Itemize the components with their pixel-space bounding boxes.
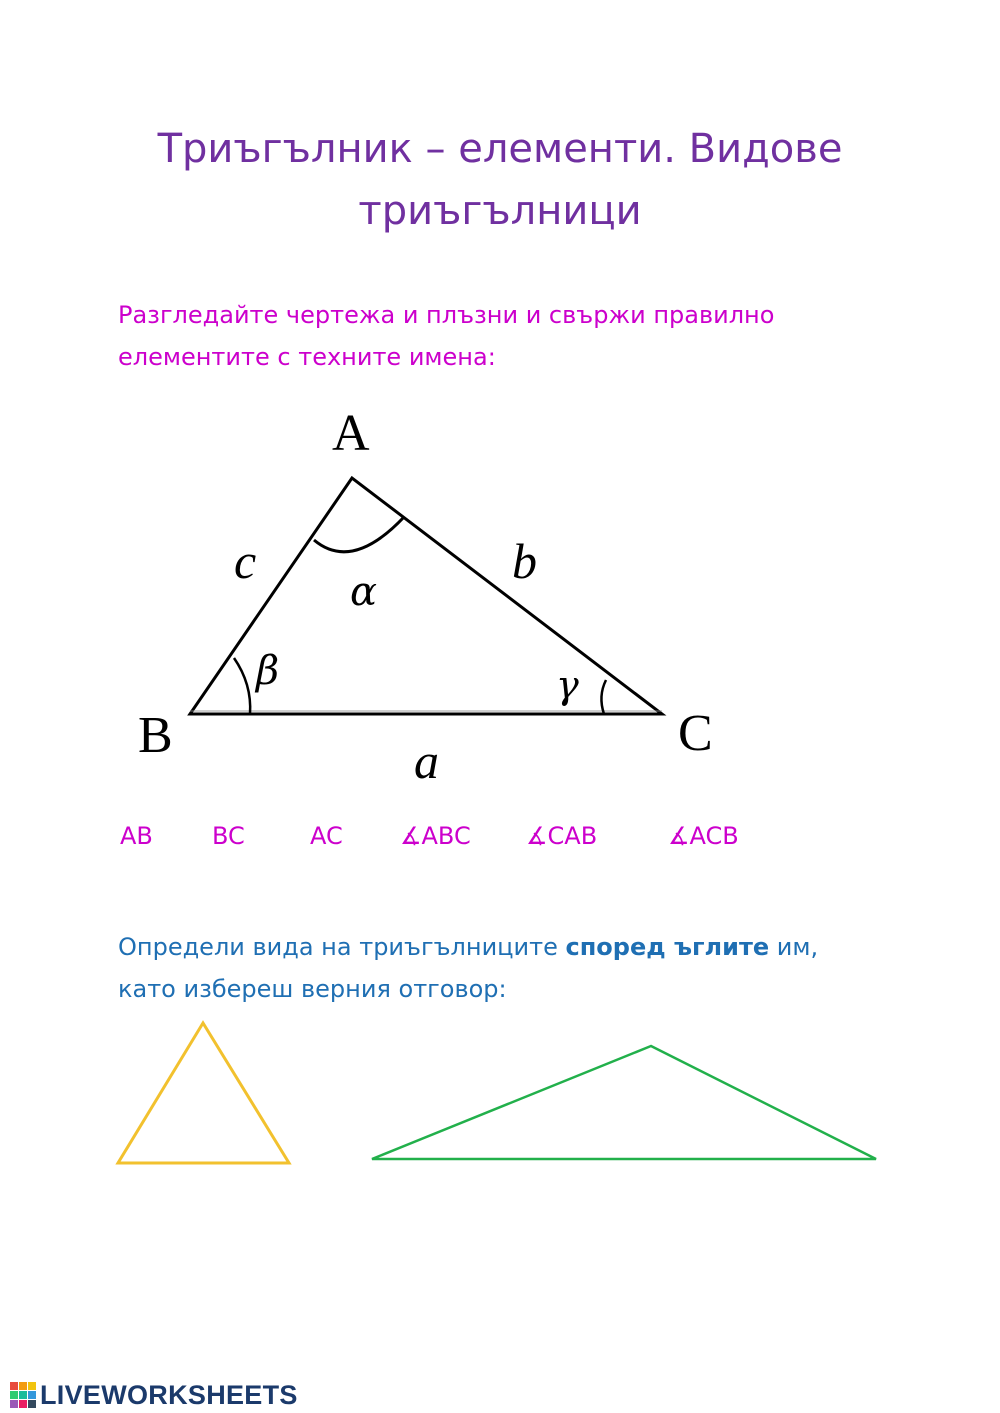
instruction-classify-part-1: Определи вида на триъгълниците xyxy=(118,933,566,961)
instruction-classify-line-1 xyxy=(118,926,878,968)
instruction-classify xyxy=(118,926,878,1010)
title-line-1: Триъгълник – елементи. Видове xyxy=(157,126,843,172)
logo-text: LIVEWORKSHEETS xyxy=(40,1379,298,1410)
label-bc[interactable]: BC xyxy=(212,822,245,850)
angle-alpha-arc xyxy=(314,517,404,552)
angle-alpha-label: α xyxy=(350,569,378,615)
vertex-b-label: B xyxy=(138,707,173,764)
label-ab[interactable]: AB xyxy=(120,822,153,850)
label-angle-abc[interactable]: ∡ABC xyxy=(400,822,471,850)
angle-beta-arc xyxy=(234,658,250,714)
draggable-labels xyxy=(0,822,1000,858)
yellow-triangle xyxy=(118,1023,289,1163)
vertex-c-label: C xyxy=(678,705,713,762)
triangle-diagram xyxy=(138,405,713,789)
side-c-label: c xyxy=(234,533,257,589)
vertex-a-label: A xyxy=(332,405,370,462)
label-ac[interactable]: AC xyxy=(310,822,343,850)
instruction-classify-line-2: като избереш верния отговор: xyxy=(118,975,507,1003)
angle-beta-label: β xyxy=(256,648,280,694)
instruction-matching-line-2: елементите с техните имена: xyxy=(118,343,496,371)
angle-gamma-label: γ xyxy=(556,663,579,707)
label-angle-cab[interactable]: ∡CAB xyxy=(526,822,598,850)
green-triangle xyxy=(372,1046,876,1159)
instruction-classify-part-2: им, xyxy=(769,933,819,961)
side-b-label: b xyxy=(512,533,537,589)
instruction-matching-line-1: Разгледайте чертежа и плъзни и свържи правилно xyxy=(118,301,775,329)
side-a-label: a xyxy=(414,733,439,789)
logo-grid-icon xyxy=(10,1382,36,1408)
instruction-classify-bold: според ъглите xyxy=(565,933,770,961)
label-angle-acb[interactable]: ∡ACB xyxy=(668,822,739,850)
title-line-2: триъгълници xyxy=(358,188,642,234)
angle-gamma-arc xyxy=(601,680,606,714)
liveworksheets-logo xyxy=(10,1379,298,1411)
